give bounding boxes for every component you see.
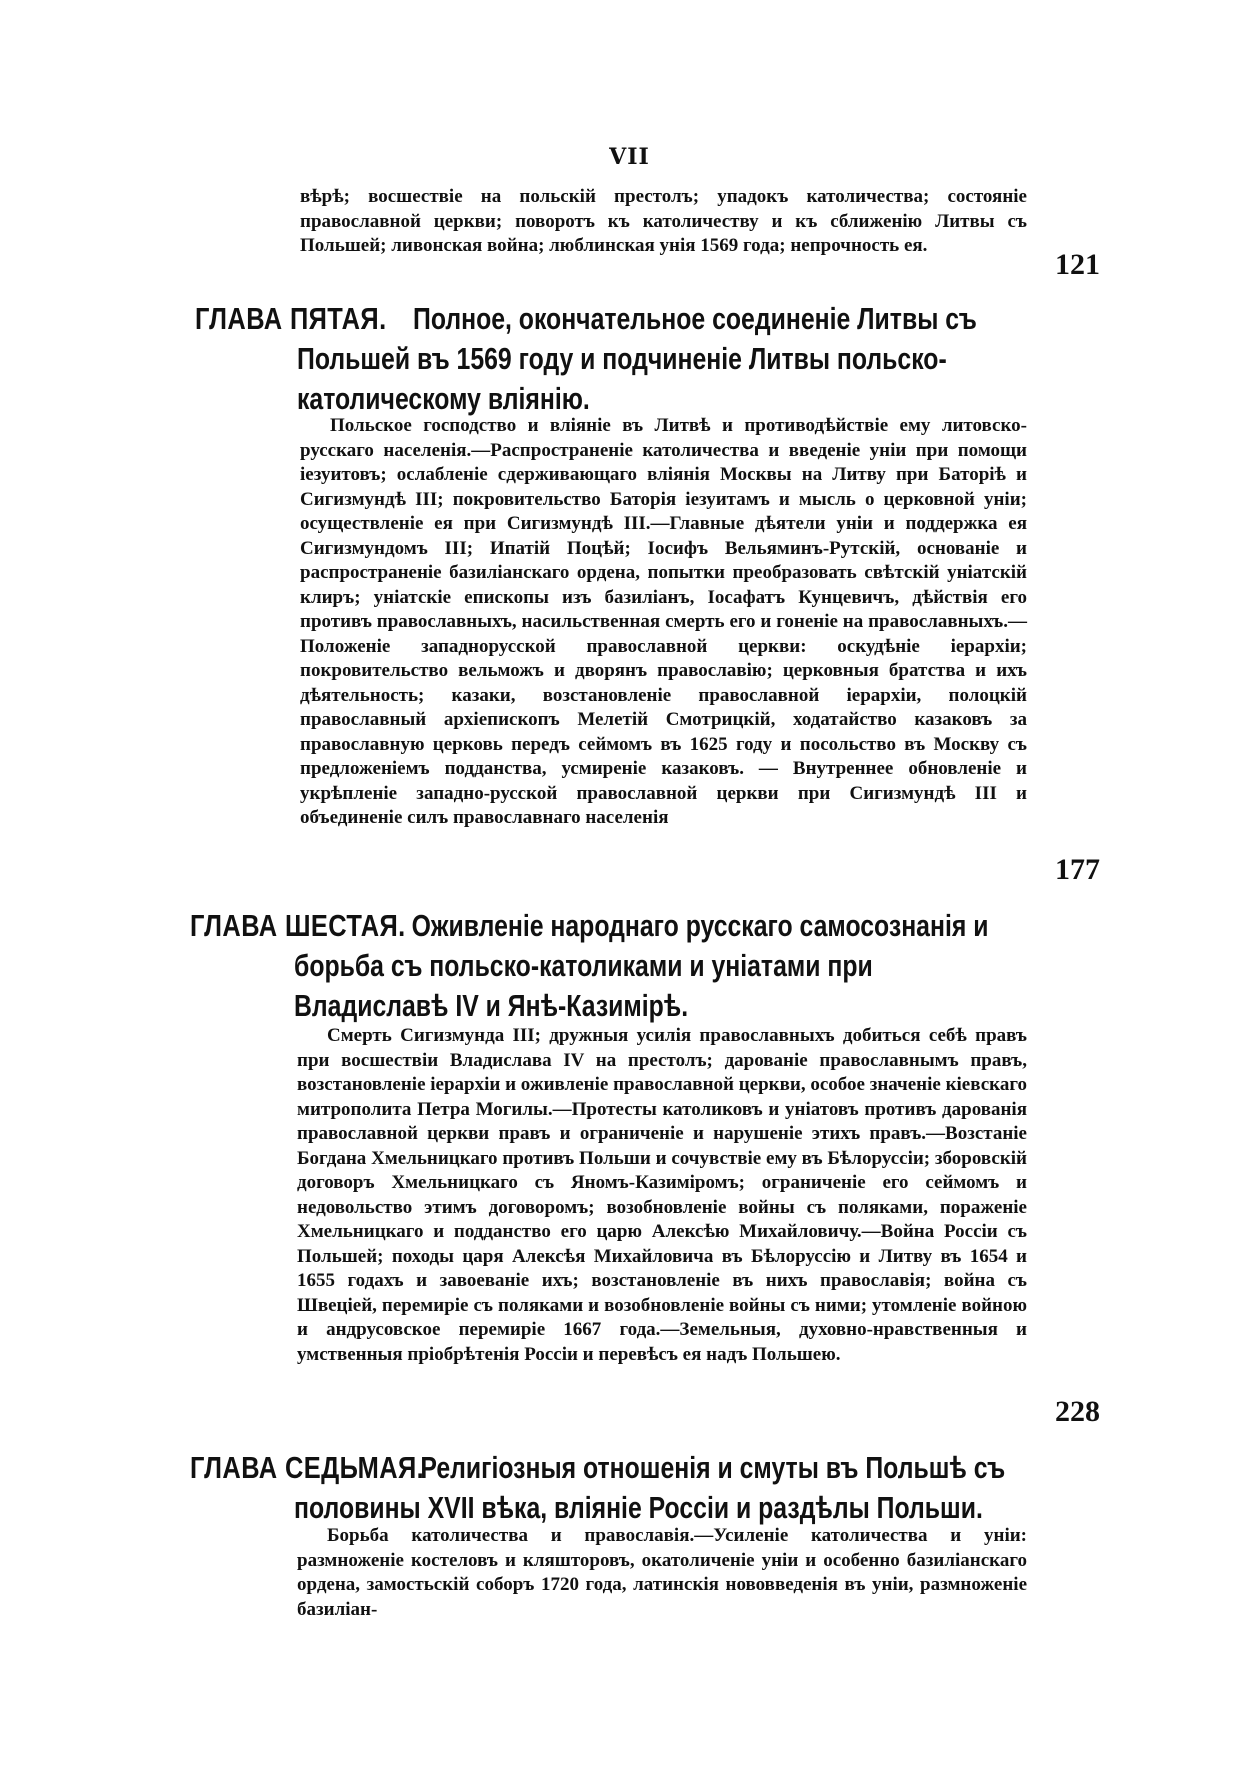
chapter-label: ГЛАВА СЕДЬМАЯ.: [190, 1450, 425, 1485]
chapter-summary: вѣрѣ; восшествіе на польскій престолъ; упадокъ католичества; состояніе православной церкви; поворотъ къ католичеству и къ сближенію Литвы съ Польшей; ливонская война; люблинская унія 1569 года; непрочность ея.: [300, 186, 1027, 256]
chapter-summary: Польское господство и вліяніе въ Литвѣ и противодѣйствіе ему литовско-русскаго населенія.—Распространеніе католичества и введеніе уніи при помощи іезуитовъ; ослабленіе сдерживающаго вліянія Москвы на Литву при Баторіѣ и Сигизмундѣ III; покровительство Баторія іезуитамъ и мысль о церковной уніи; осуществленіе ея при Сигизмундѣ III.—Главные дѣятели уніи и поддержка ея Сигизмундомъ III; Ипатій Поцѣй; Іосифъ Вельяминъ-Рутскій, основаніе и распространеніе базиліанскаго ордена, попытки преобразовать свѣтскій уніатскій клиръ; уніатскіе епископы изъ базиліанъ, Іосафатъ Кунцевичъ, дѣйствія его противъ православныхъ, насильственная смерть его и гоненіе на православныхъ.—Положеніе западнорусской православной церкви: оскудѣніе іерархіи; покровительство вельможъ и дворянъ православію; церковныя братства и ихъ дѣятельность; казаки, возстановленіе православной іерархіи, полоцкій православный архіепископъ Мелетій Смотрицкій, ходатайство казаковъ за православную церковь передъ сеймомъ въ 1625 году и посольство въ Москву съ предложеніемъ подданства, усмиреніе казаковъ. — Внутреннее обновленіе и укрѣпленіе западно-русской православной церкви при Сигизмундѣ III и объединеніе силъ православнаго населенія: [300, 415, 1027, 828]
chapter-title: Оживленіе народнаго русскаго самосознанія и борьба съ польско-католиками и уніатами при Владиславѣ IV и Янѣ-Казимірѣ.: [294, 908, 989, 1023]
page-number: 121: [1055, 248, 1100, 281]
chapter-label: ГЛАВА ПЯТАЯ.: [195, 301, 387, 336]
page-number: 228: [1055, 1395, 1100, 1428]
chapter-title: Религіозныя отношенія и смуты въ Польшѣ съ половины XVII вѣка, вліяніе Россіи и раздѣлы Польши.: [294, 1450, 1006, 1525]
page-number: 177: [1055, 853, 1100, 886]
page-folio: VII: [609, 144, 650, 170]
chapter-title: Полное, окончательное соединеніе Литвы съ Польшей въ 1569 году и подчиненіе Литвы польско-католическому вліянію.: [297, 301, 977, 416]
chapter-label: ГЛАВА ШЕСТАЯ.: [190, 908, 406, 943]
chapter-summary: Смерть Сигизмунда III; дружныя усилія православныхъ добиться себѣ правъ при восшествіи Владислава IV на престолъ; дарованіе православнымъ правъ, возстановленіе іерархіи и оживленіе православной церкви, особое значеніе кіевскаго митрополита Петра Могилы.—Протесты католиковъ и уніатовъ противъ дарованія православной церкви правъ и ограниченіе и нарушеніе этихъ правъ.—Возстаніе Богдана Хмельницкаго противъ Польши и сочувствіе ему въ Бѣлоруссіи; зборовскій договоръ Хмельницкаго съ Яномъ-Казиміромъ; ограниченіе его сеймомъ и недовольство этимъ договоромъ; возобновленіе войны съ поляками, пораженіе Хмельницкаго и подданство его царю Алексѣю Михайловичу.—Война Россіи съ Польшей; походы царя Алексѣя Михайловича въ Бѣлоруссію и Литву въ 1654 и 1655 годахъ и завоеваніе ихъ; возстановленіе въ нихъ православія; война съ Швеціей, перемиріе съ поляками и возобновленіе войны съ ними; утомленіе войною и андрусовское перемиріе 1667 года.—Земельныя, духовно-нравственныя и умственныя пріобрѣтенія Россіи и перевѣсъ ея надъ Польшею.: [297, 1025, 1027, 1365]
chapter-summary: Борьба католичества и православія.—Усиленіе католичества и уніи: размноженіе костеловъ и кляшторовъ, окатоличеніе уніи и особенно базиліанскаго ордена, замостьскій соборъ 1720 года, латинскія нововведенія въ уніи, размноженіе базиліан-: [297, 1525, 1027, 1620]
